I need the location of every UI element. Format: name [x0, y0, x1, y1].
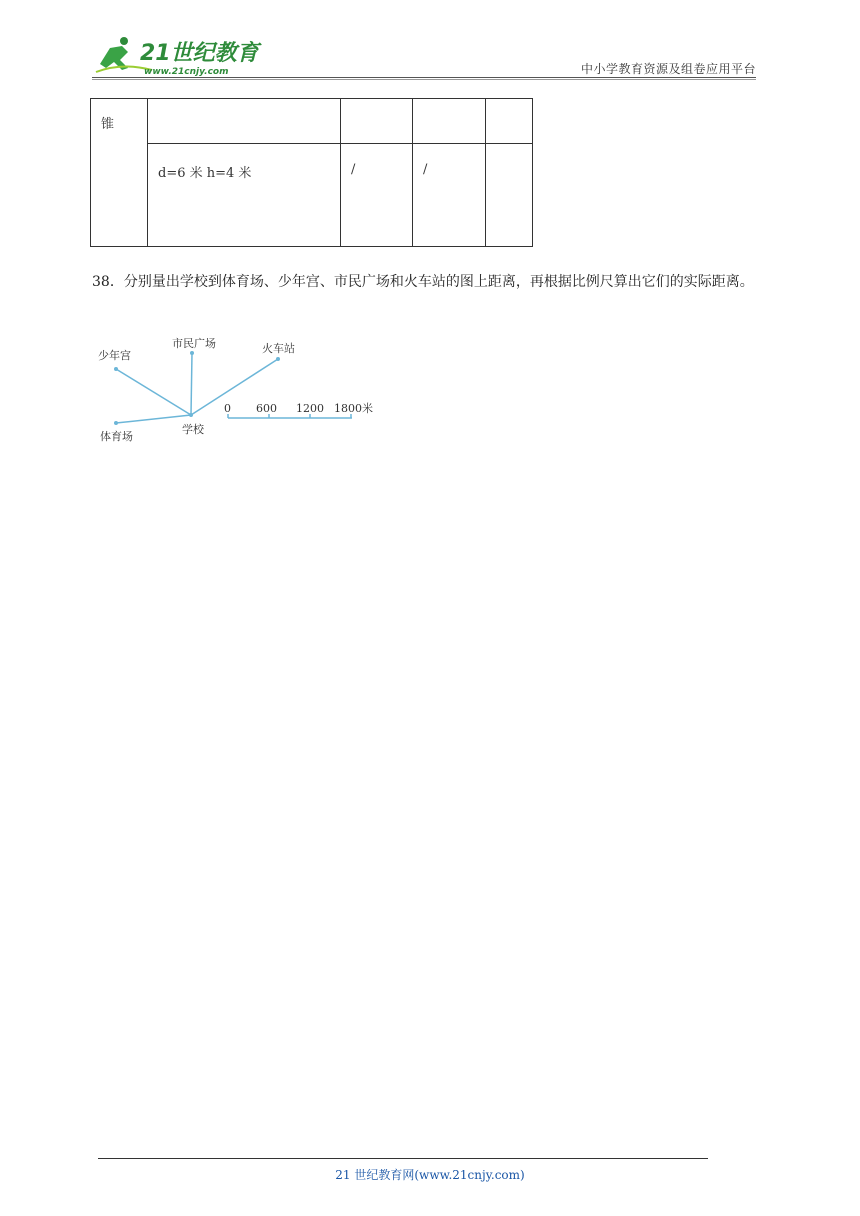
- map-lines: [116, 353, 278, 423]
- point-citizen-square: [190, 351, 194, 355]
- scale-label: 600: [256, 402, 277, 415]
- table-row: [91, 99, 533, 144]
- footer-divider: [98, 1158, 708, 1159]
- dimensions-cell: d=6 米 h=4 米: [148, 144, 341, 247]
- label-citizen-square: 市民广场: [172, 337, 216, 350]
- line-to-citizen-square: [191, 353, 192, 415]
- table-cell: /: [341, 144, 413, 247]
- table-row: [91, 144, 533, 247]
- scale-label: 0: [224, 402, 231, 415]
- line-to-youth-palace: [116, 369, 191, 415]
- school-map-figure: [96, 333, 386, 451]
- header-divider-thin: [92, 79, 756, 80]
- point-school: [189, 413, 193, 417]
- solid-figures-table: [90, 98, 533, 247]
- question-38: 38．分别量出学校到体育场、少年宫、市民广场和火车站的图上距离，再根据比例尺算出它们的实际距离。: [92, 274, 754, 290]
- point-youth-palace: [114, 367, 118, 371]
- table-cell: /: [413, 144, 486, 247]
- point-train-station: [276, 357, 280, 361]
- footer-text: 21 世纪教育网(www.21cnjy.com): [335, 1168, 525, 1182]
- label-stadium: 体育场: [100, 430, 133, 443]
- label-youth-palace: 少年宫: [98, 349, 131, 362]
- label-train-station: 火车站: [262, 342, 295, 355]
- label-school: 学校: [182, 423, 204, 436]
- table-cell: [341, 99, 413, 144]
- point-stadium: [114, 421, 118, 425]
- scale-label: 1800米: [334, 402, 373, 415]
- scale-label: 1200: [296, 402, 324, 415]
- site-logo: [92, 34, 262, 80]
- shape-name-cell: 锥: [91, 99, 148, 247]
- table-cell: [413, 99, 486, 144]
- table-cell: [148, 99, 341, 144]
- answer-cell: [486, 144, 533, 247]
- platform-name: 中小学教育资源及组卷应用平台: [580, 62, 756, 76]
- line-to-stadium: [116, 415, 191, 423]
- scale-bar: [224, 401, 373, 418]
- logo-url: www.21cnjy.com: [144, 67, 229, 77]
- table-cell: [486, 99, 533, 144]
- header-divider: [92, 77, 756, 78]
- logo-title: 21世纪教育: [140, 41, 259, 66]
